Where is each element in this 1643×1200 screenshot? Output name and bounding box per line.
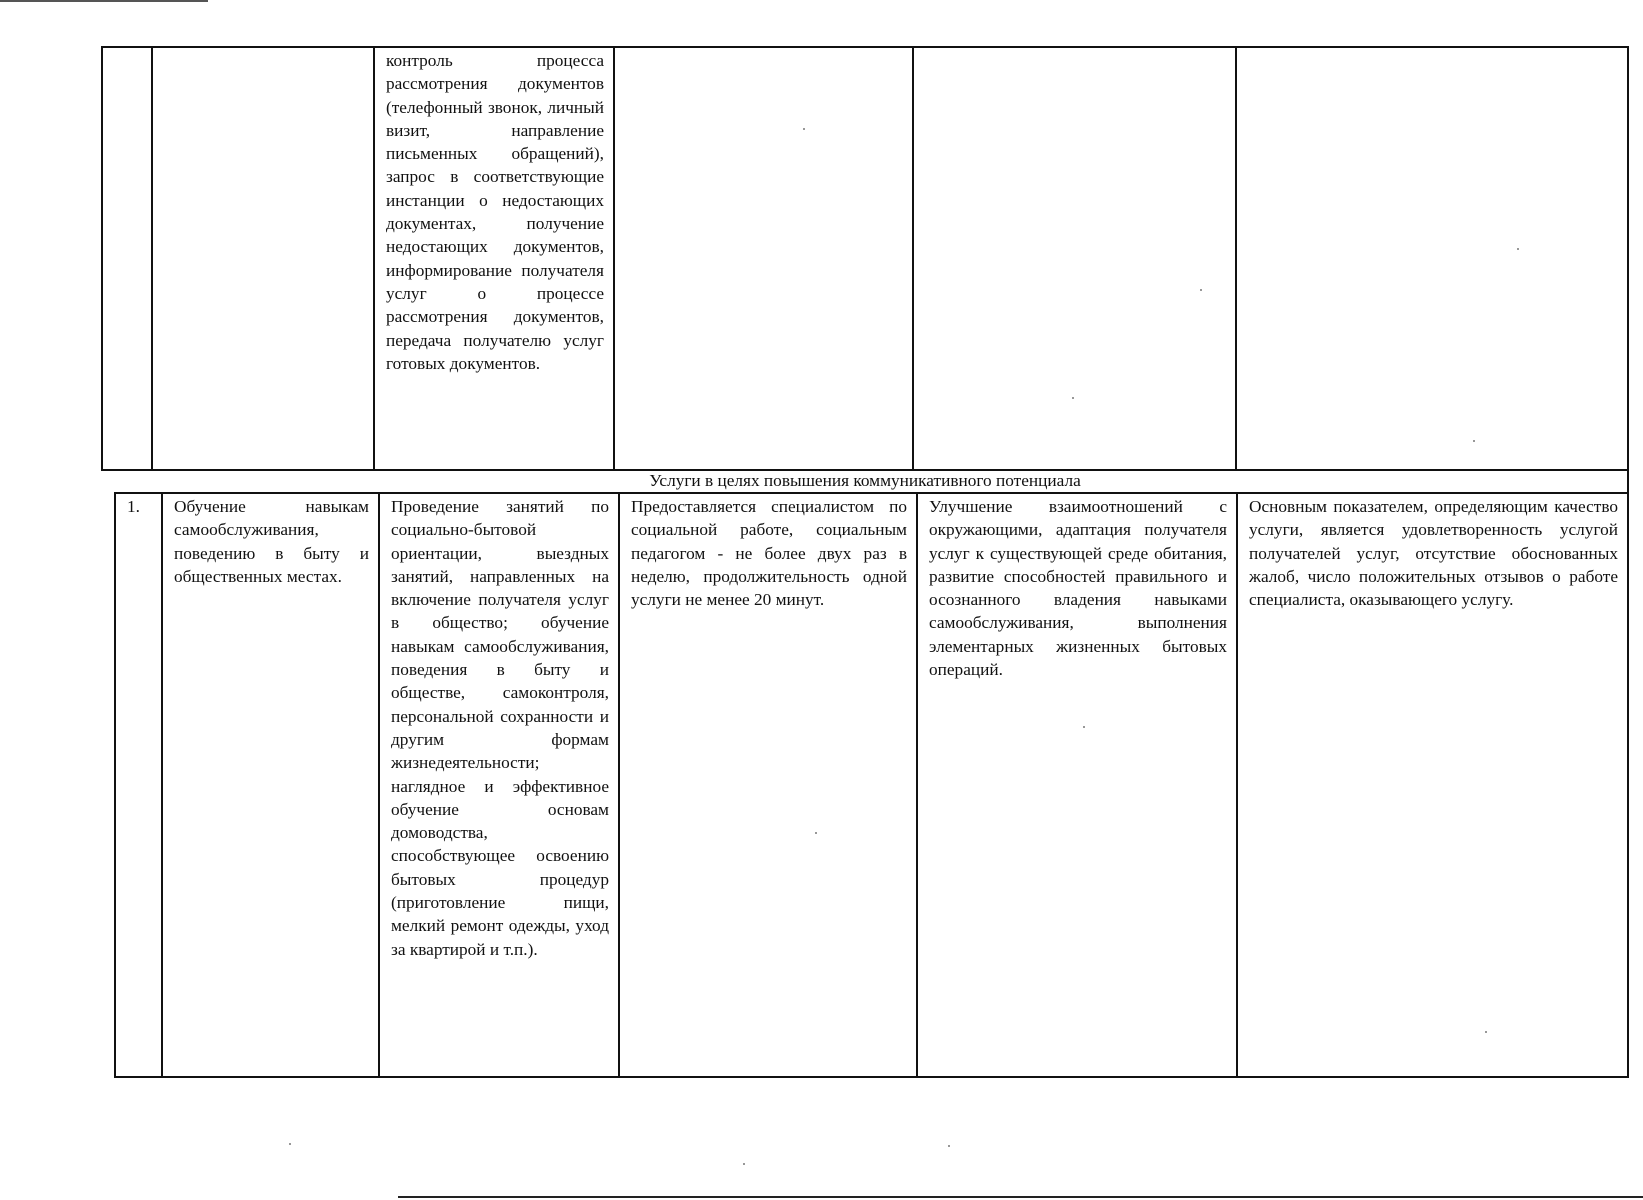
- scan-speck: [815, 832, 817, 834]
- table-border-right: [1627, 46, 1629, 516]
- service-description: Проведение занятий по социально-бытовой ориентации, выездных занятий, направленных на включение получателя услуг в общество; обучение навыкам самообслуживания, поведения в быту и обществе, самоконтроля, персональной сохранности и другим формам жизнедеятельности; наглядное и эффективное обучение основам домоводства, способствующее освоению бытовых процедур (приготовление пищи, мелкий ремонт одежды, уход за квартирой и т.п.).: [391, 497, 609, 959]
- scan-speck: [1485, 1031, 1487, 1033]
- scan-speck: [289, 1143, 291, 1145]
- scan-speck: [743, 1163, 745, 1165]
- service-result: Улучшение взаимоотношений с окружающими, адаптация получателя услуг к существующей среде обитания, развитие способностей правильного и осознанного владения навыками самообслуживания, выполнения элементарных жизненных бытовых операций.: [929, 497, 1227, 680]
- continuation-cell-number: [103, 47, 151, 467]
- service-quality: Основным показателем, определяющим качество услуги, является удовлетворенность услугой получателей услуг, отсутствие обоснованных жалоб, число положительных отзывов о работе специалиста, оказывающего услугу.: [1249, 497, 1618, 610]
- service-terms: Предоставляется специалистом по социальной работе, социальным педагогом - не более двух раз в неделю, продолжительность одной услуги не менее 20 минут.: [631, 497, 907, 610]
- service-number: 1.: [127, 497, 140, 516]
- continuation-cell-name: [153, 47, 373, 467]
- scan-speck: [1072, 397, 1074, 399]
- scan-artifact-bottom-line: [398, 1196, 1643, 1198]
- scan-speck: [803, 128, 805, 130]
- scan-speck: [1473, 440, 1475, 442]
- scan-speck: [948, 1145, 950, 1147]
- continuation-cell-description: контроль процесса рассмотрения документов (телефонный звонок, личный визит, направление письменных обращений), запрос в соответствующие инстанции о недостающих документах, получение недостающих документов, информирование получателя услуг о процессе рассмотрения документов, передача получателю услуг готовых документов.: [386, 51, 604, 373]
- scan-speck: [1517, 248, 1519, 250]
- section-heading: Услуги в целях повышения коммуникативного потенциала: [649, 471, 1081, 490]
- continuation-cell-result: [914, 47, 1235, 467]
- service-name: Обучение навыкам самообслуживания, поведению в быту и общественных местах.: [174, 497, 369, 586]
- scan-speck: [1200, 289, 1202, 291]
- continuation-cell-quality: [1237, 47, 1627, 467]
- scan-artifact-top-line: [0, 0, 208, 2]
- table-border-right: [1627, 492, 1629, 1078]
- continuation-cell-terms: [615, 47, 912, 467]
- scan-speck: [1083, 726, 1085, 728]
- table-border-bottom: [114, 1076, 1627, 1078]
